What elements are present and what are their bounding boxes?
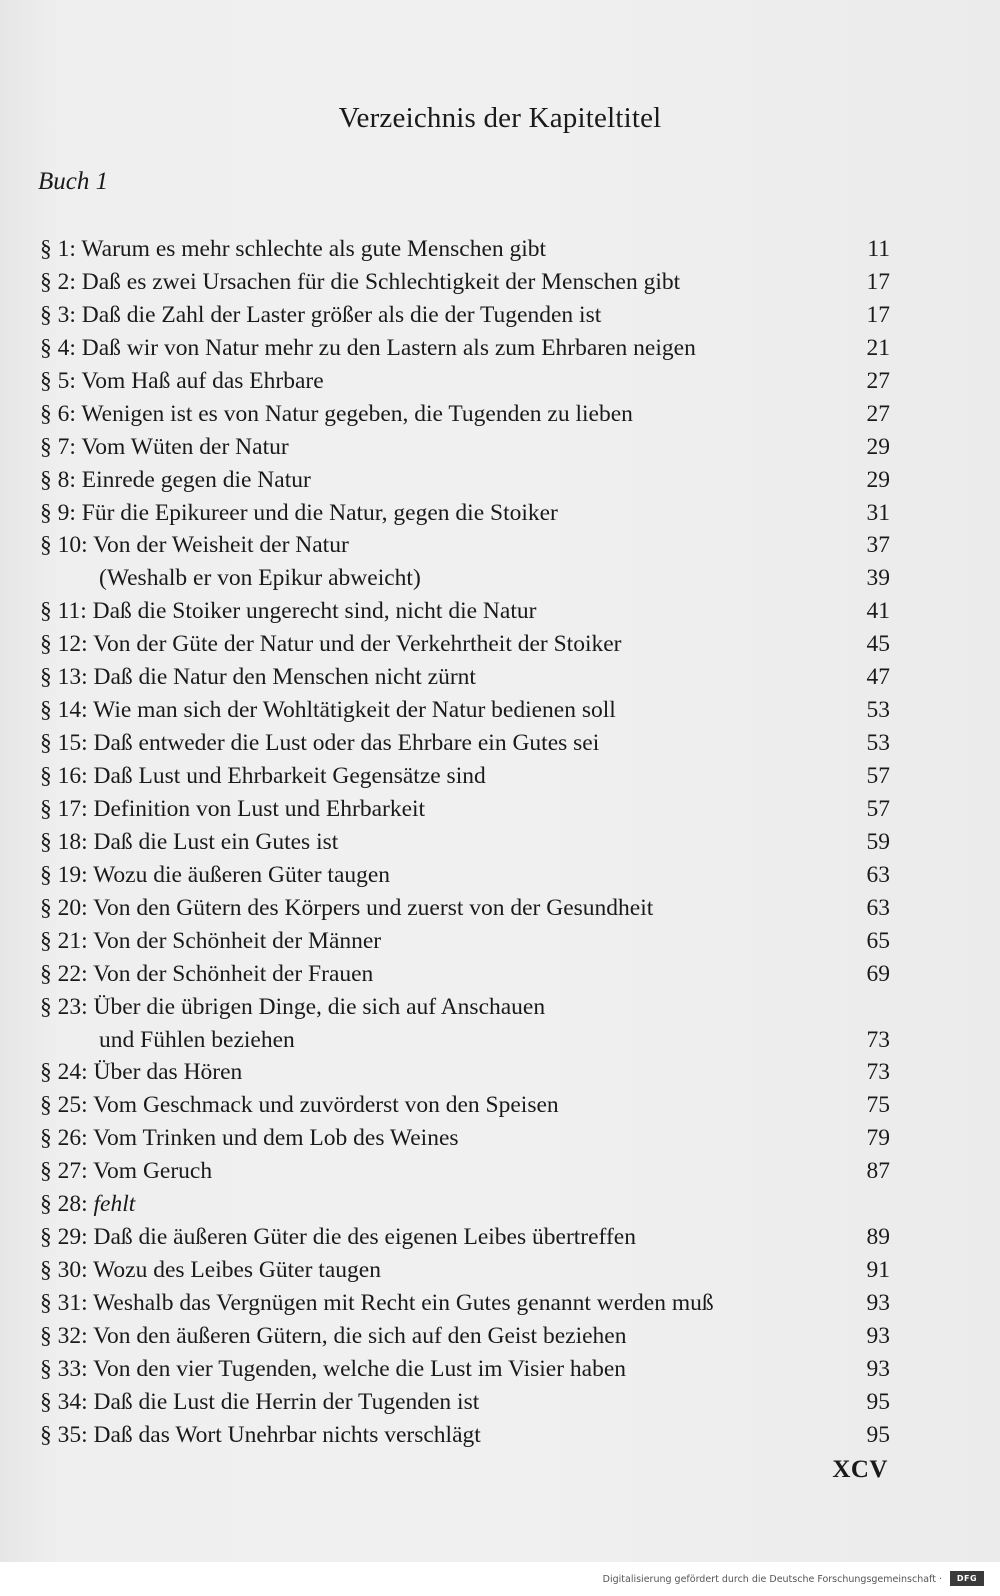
toc-entry-title: § 5: Vom Haß auf das Ehrbare xyxy=(40,367,324,394)
toc-entry xyxy=(40,958,890,991)
toc-entry xyxy=(40,826,890,859)
toc-entry-page: 11 xyxy=(867,236,890,262)
toc-entry-page: 29 xyxy=(866,433,890,460)
toc-entry xyxy=(40,529,890,562)
toc-entry-page: 65 xyxy=(866,927,890,954)
toc-entry-title: § 14: Wie man sich der Wohltätigkeit der Natur bedienen soll xyxy=(40,697,616,724)
toc-entry-title: § 26: Vom Trinken und dem Lob des Weines xyxy=(40,1125,459,1152)
book-label: Buch 1 xyxy=(38,168,109,195)
toc-entry-page: 53 xyxy=(866,697,890,724)
toc-entry xyxy=(40,431,890,464)
toc-entry xyxy=(40,1024,890,1057)
toc-entry-title: § 3: Daß die Zahl der Laster größer als die der Tugenden ist xyxy=(40,301,602,328)
toc-entry-page: 95 xyxy=(866,1388,890,1415)
toc-entry-page: 91 xyxy=(866,1257,890,1284)
dfg-logo: DFG xyxy=(950,1571,984,1586)
toc-entry-title: § 10: Von der Weisheit der Natur xyxy=(40,532,349,559)
toc-entry-page: 39 xyxy=(866,565,890,592)
toc-entry-page: 59 xyxy=(866,828,890,855)
toc-entry-title: § 24: Über das Hören xyxy=(40,1059,243,1086)
toc-entry xyxy=(40,760,890,793)
toc-entry-page: 31 xyxy=(866,499,890,526)
toc-entry xyxy=(40,365,890,398)
toc-entry xyxy=(40,332,890,365)
toc-entry-page: 41 xyxy=(866,598,890,625)
toc-entry-page: 73 xyxy=(866,1026,890,1053)
toc-entry-page: 87 xyxy=(866,1158,890,1185)
toc-entry xyxy=(40,1056,890,1089)
page-number-roman: XCV xyxy=(832,1456,888,1483)
toc-entry xyxy=(40,1419,890,1452)
toc-entry-page: 57 xyxy=(866,763,890,789)
toc-entry-page: 57 xyxy=(866,795,890,822)
toc-entry-title: § 30: Wozu des Leibes Güter taugen xyxy=(40,1257,381,1284)
toc-entry xyxy=(40,892,890,925)
toc-entry-page: 17 xyxy=(866,301,890,328)
toc-entry xyxy=(40,464,890,497)
toc-entry-page: 27 xyxy=(866,367,890,394)
toc-entry xyxy=(40,233,890,266)
toc-entry xyxy=(40,1155,890,1188)
toc-entry-title: § 17: Definition von Lust und Ehrbarkeit xyxy=(40,795,426,822)
toc-entry-title: § 1: Warum es mehr schlechte als gute Menschen gibt xyxy=(40,236,547,262)
toc-entry-page: 79 xyxy=(866,1125,890,1152)
toc-entry-title: § 29: Daß die äußeren Güter die des eigenen Leibes übertreffen xyxy=(40,1224,636,1251)
toc-entry-page: 47 xyxy=(866,664,890,691)
toc-entry xyxy=(40,497,890,530)
toc-entry xyxy=(40,628,890,661)
toc-entry-title: § 18: Daß die Lust ein Gutes ist xyxy=(40,828,339,855)
toc-entry-title: § 21: Von der Schönheit der Männer xyxy=(40,927,382,954)
toc-entry-title: § 35: Daß das Wort Unehrbar nichts verschlägt xyxy=(40,1421,481,1448)
toc-entry-title: § 25: Vom Geschmack und zuvörderst von den Speisen xyxy=(40,1092,559,1119)
toc-entry xyxy=(40,1353,890,1386)
toc-entry-title: § 32: Von den äußeren Gütern, die sich auf den Geist beziehen xyxy=(40,1322,627,1349)
funding-note: Digitalisierung gefördert durch die Deutsche Forschungsgemeinschaft · xyxy=(602,1574,942,1585)
toc-entry-title: § 23: Über die übrigen Dinge, die sich auf Anschauen xyxy=(40,993,546,1020)
toc-entry-page: 69 xyxy=(866,960,890,987)
toc-entry-title: § 4: Daß wir von Natur mehr zu den Lastern als zum Ehrbaren neigen xyxy=(40,334,696,361)
toc-entry-page: 17 xyxy=(866,268,890,295)
toc-entry xyxy=(40,859,890,892)
toc-entry xyxy=(40,1254,890,1287)
toc-entry-page: 73 xyxy=(866,1059,890,1086)
toc-entry-title-missing: fehlt xyxy=(93,1191,136,1218)
toc-entry xyxy=(40,1122,890,1155)
toc-entry-title: § 34: Daß die Lust die Herrin der Tugenden ist xyxy=(40,1388,480,1415)
toc-entry-title: § 7: Vom Wüten der Natur xyxy=(40,433,289,460)
toc-entry-page: 89 xyxy=(866,1224,890,1251)
toc-entry-title-prefix: § 28: xyxy=(40,1191,94,1218)
toc-entry-page: 63 xyxy=(866,861,890,888)
toc-entry xyxy=(40,266,890,299)
page-heading: Verzeichnis der Kapiteltitel xyxy=(338,102,662,134)
toc-entry-title xyxy=(40,1188,135,1221)
toc-entry xyxy=(40,991,890,1024)
toc-entry-page: 21 xyxy=(866,334,890,361)
toc-entry-page: 45 xyxy=(866,631,890,658)
toc-entry-title: § 31: Weshalb das Vergnügen mit Recht ein Gutes genannt werden muß xyxy=(40,1290,714,1316)
toc-entry-title: § 19: Wozu die äußeren Güter taugen xyxy=(40,861,391,888)
toc-entry xyxy=(40,661,890,694)
toc-entry-page: 63 xyxy=(866,894,890,921)
toc-entry xyxy=(40,1386,890,1419)
toc-entry xyxy=(40,1320,890,1353)
toc-entry xyxy=(40,595,890,628)
toc-entry-title: § 16: Daß Lust und Ehrbarkeit Gegensätze sind xyxy=(40,763,486,789)
toc-entry xyxy=(40,1188,890,1221)
toc-entry-title: § 6: Wenigen ist es von Natur gegeben, die Tugenden zu lieben xyxy=(40,400,633,427)
toc-entry-title: § 9: Für die Epikureer und die Natur, gegen die Stoiker xyxy=(40,499,558,526)
toc-entry-title: § 8: Einrede gegen die Natur xyxy=(40,466,311,493)
toc-entry xyxy=(40,398,890,431)
toc-entry-title: (Weshalb er von Epikur abweicht) xyxy=(99,565,421,592)
toc-entry xyxy=(40,727,890,760)
toc-entry xyxy=(40,793,890,826)
toc-entry xyxy=(40,562,890,595)
toc-entry-title: § 27: Vom Geruch xyxy=(40,1158,213,1185)
toc-entry xyxy=(40,1221,890,1254)
toc-entry-title: § 22: Von der Schönheit der Frauen xyxy=(40,960,374,987)
toc-entry-page: 93 xyxy=(866,1322,890,1349)
toc-entry xyxy=(40,694,890,727)
toc-entry-title: und Fühlen beziehen xyxy=(99,1026,295,1053)
toc-entry-page: 93 xyxy=(866,1290,890,1316)
toc-entry-title: § 13: Daß die Natur den Menschen nicht zürnt xyxy=(40,664,476,691)
toc-entry-title: § 2: Daß es zwei Ursachen für die Schlechtigkeit der Menschen gibt xyxy=(40,268,681,295)
toc-entry xyxy=(40,1089,890,1122)
toc-entry-title: § 20: Von den Gütern des Körpers und zuerst von der Gesundheit xyxy=(40,894,654,921)
toc-entry-title: § 15: Daß entweder die Lust oder das Ehrbare ein Gutes sei xyxy=(40,730,600,757)
toc-entry xyxy=(40,1287,890,1320)
toc-entry-page: 95 xyxy=(866,1421,890,1448)
toc-entry-title: § 12: Von der Güte der Natur und der Verkehrtheit der Stoiker xyxy=(40,631,622,658)
toc-entry-page: 53 xyxy=(866,730,890,757)
toc-entry-page: 29 xyxy=(866,466,890,493)
toc-entry-title: § 11: Daß die Stoiker ungerecht sind, nicht die Natur xyxy=(40,598,537,625)
toc-entry-page: 93 xyxy=(866,1355,890,1382)
toc-entry-page: 27 xyxy=(866,400,890,427)
table-of-contents xyxy=(40,233,890,1452)
toc-entry-page: 75 xyxy=(866,1092,890,1119)
toc-entry xyxy=(40,925,890,958)
toc-entry-title: § 33: Von den vier Tugenden, welche die Lust im Visier haben xyxy=(40,1355,627,1382)
toc-entry xyxy=(40,299,890,332)
toc-entry-page: 37 xyxy=(866,532,890,559)
